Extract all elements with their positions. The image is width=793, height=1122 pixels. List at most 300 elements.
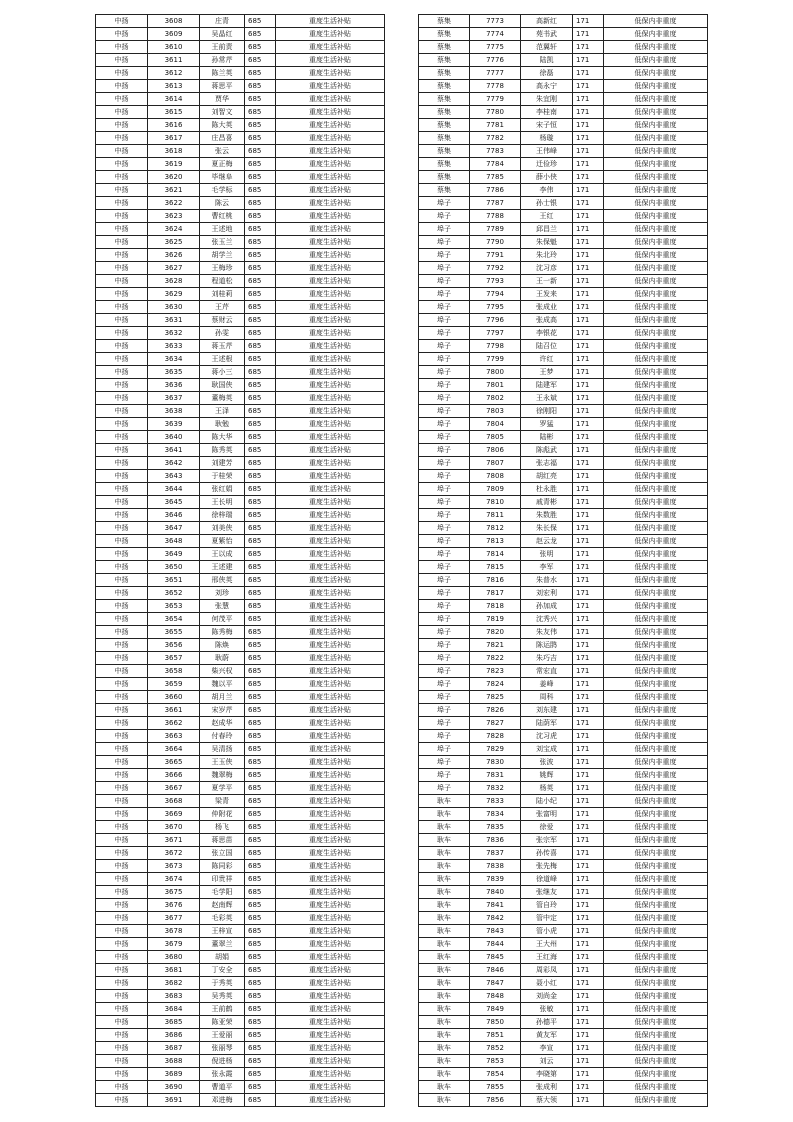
amount-cell: 171 [573, 314, 604, 327]
category-cell: 低保内非重度 [604, 574, 708, 587]
name-cell: 王前责 [200, 41, 245, 54]
serial-number-cell: 3644 [148, 483, 200, 496]
amount-cell: 171 [573, 782, 604, 795]
name-cell: 张明 [521, 548, 573, 561]
name-cell: 董翠兰 [200, 938, 245, 951]
name-cell: 陆召位 [521, 340, 573, 353]
right-table [418, 14, 708, 1107]
name-cell: 戚青彬 [521, 496, 573, 509]
category-cell: 低保内非重度 [604, 236, 708, 249]
amount-cell: 685 [245, 405, 276, 418]
category-cell: 低保内非重度 [604, 483, 708, 496]
category-cell: 低保内非重度 [604, 795, 708, 808]
township-cell: 中扬 [96, 834, 148, 847]
name-cell: 沈习虎 [521, 730, 573, 743]
serial-number-cell: 3627 [148, 262, 200, 275]
category-cell: 低保内非重度 [604, 964, 708, 977]
serial-number-cell: 7849 [470, 1003, 521, 1016]
table-row [96, 964, 385, 977]
category-cell: 低保内非重度 [604, 509, 708, 522]
table-row [96, 379, 385, 392]
serial-number-cell: 7799 [470, 353, 521, 366]
serial-number-cell: 3648 [148, 535, 200, 548]
category-cell: 重度生活补贴 [276, 418, 385, 431]
amount-cell: 171 [573, 496, 604, 509]
category-cell: 重度生活补贴 [276, 782, 385, 795]
table-row [96, 873, 385, 886]
township-cell: 埠子 [419, 574, 470, 587]
township-cell: 中扬 [96, 457, 148, 470]
name-cell: 张丽琴 [200, 1042, 245, 1055]
name-cell: 刘云 [521, 1055, 573, 1068]
category-cell: 重度生活补贴 [276, 405, 385, 418]
serial-number-cell: 3618 [148, 145, 200, 158]
township-cell: 中扬 [96, 314, 148, 327]
township-cell: 蔡集 [419, 54, 470, 67]
name-cell: 范翼轩 [521, 41, 573, 54]
category-cell: 低保内非重度 [604, 262, 708, 275]
township-cell: 中扬 [96, 964, 148, 977]
amount-cell: 171 [573, 600, 604, 613]
township-cell: 中扬 [96, 1094, 148, 1107]
township-cell: 耿车 [419, 1055, 470, 1068]
table-row [96, 158, 385, 171]
amount-cell: 685 [245, 210, 276, 223]
category-cell: 低保内非重度 [604, 1081, 708, 1094]
table-row [419, 418, 708, 431]
serial-number-cell: 3666 [148, 769, 200, 782]
name-cell: 刘宝成 [521, 743, 573, 756]
amount-cell: 685 [245, 925, 276, 938]
amount-cell: 685 [245, 600, 276, 613]
township-cell: 蔡集 [419, 119, 470, 132]
name-cell: 张玉兰 [200, 236, 245, 249]
serial-number-cell: 7779 [470, 93, 521, 106]
amount-cell: 685 [245, 977, 276, 990]
category-cell: 低保内非重度 [604, 145, 708, 158]
name-cell: 胡月兰 [200, 691, 245, 704]
category-cell: 重度生活补贴 [276, 587, 385, 600]
serial-number-cell: 3638 [148, 405, 200, 418]
category-cell: 重度生活补贴 [276, 834, 385, 847]
table-row [96, 756, 385, 769]
category-cell: 低保内非重度 [604, 925, 708, 938]
table-row [96, 119, 385, 132]
name-cell: 陆建军 [521, 379, 573, 392]
table-row [419, 392, 708, 405]
table-row [419, 483, 708, 496]
category-cell: 重度生活补贴 [276, 262, 385, 275]
table-row [419, 444, 708, 457]
township-cell: 埠子 [419, 288, 470, 301]
amount-cell: 685 [245, 262, 276, 275]
category-cell: 重度生活补贴 [276, 860, 385, 873]
amount-cell: 685 [245, 665, 276, 678]
serial-number-cell: 3609 [148, 28, 200, 41]
name-cell: 李伟 [521, 184, 573, 197]
serial-number-cell: 7810 [470, 496, 521, 509]
township-cell: 中扬 [96, 28, 148, 41]
township-cell: 中扬 [96, 678, 148, 691]
name-cell: 张继友 [521, 886, 573, 899]
name-cell: 付春玲 [200, 730, 245, 743]
category-cell: 重度生活补贴 [276, 756, 385, 769]
name-cell: 徐道峰 [521, 873, 573, 886]
serial-number-cell: 7808 [470, 470, 521, 483]
name-cell: 邱昌兰 [521, 223, 573, 236]
township-cell: 埠子 [419, 652, 470, 665]
serial-number-cell: 3640 [148, 431, 200, 444]
serial-number-cell: 7822 [470, 652, 521, 665]
township-cell: 中扬 [96, 665, 148, 678]
table-row [96, 782, 385, 795]
category-cell: 低保内非重度 [604, 899, 708, 912]
serial-number-cell: 3634 [148, 353, 200, 366]
township-cell: 中扬 [96, 808, 148, 821]
category-cell: 低保内非重度 [604, 782, 708, 795]
name-cell: 薛小侠 [521, 171, 573, 184]
serial-number-cell: 7843 [470, 925, 521, 938]
township-cell: 中扬 [96, 548, 148, 561]
serial-number-cell: 7813 [470, 535, 521, 548]
category-cell: 重度生活补贴 [276, 496, 385, 509]
amount-cell: 685 [245, 743, 276, 756]
amount-cell: 685 [245, 678, 276, 691]
serial-number-cell: 7818 [470, 600, 521, 613]
category-cell: 低保内非重度 [604, 405, 708, 418]
right-table-body [419, 15, 708, 1107]
township-cell: 埠子 [419, 561, 470, 574]
table-row [96, 652, 385, 665]
category-cell: 重度生活补贴 [276, 444, 385, 457]
serial-number-cell: 3687 [148, 1042, 200, 1055]
township-cell: 中扬 [96, 951, 148, 964]
serial-number-cell: 7804 [470, 418, 521, 431]
name-cell: 胡学兰 [200, 249, 245, 262]
amount-cell: 685 [245, 886, 276, 899]
table-row [419, 899, 708, 912]
name-cell: 蒋思平 [200, 80, 245, 93]
category-cell: 低保内非重度 [604, 860, 708, 873]
amount-cell: 685 [245, 509, 276, 522]
amount-cell: 171 [573, 249, 604, 262]
name-cell: 胡红亮 [521, 470, 573, 483]
amount-cell: 171 [573, 626, 604, 639]
amount-cell: 171 [573, 808, 604, 821]
serial-number-cell: 3635 [148, 366, 200, 379]
amount-cell: 685 [245, 457, 276, 470]
amount-cell: 171 [573, 288, 604, 301]
township-cell: 中扬 [96, 613, 148, 626]
amount-cell: 171 [573, 54, 604, 67]
serial-number-cell: 3628 [148, 275, 200, 288]
name-cell: 张永霞 [200, 1068, 245, 1081]
serial-number-cell: 3651 [148, 574, 200, 587]
amount-cell: 685 [245, 1003, 276, 1016]
township-cell: 中扬 [96, 873, 148, 886]
township-cell: 中扬 [96, 327, 148, 340]
table-row [96, 28, 385, 41]
table-row [96, 626, 385, 639]
township-cell: 中扬 [96, 106, 148, 119]
serial-number-cell: 7841 [470, 899, 521, 912]
township-cell: 埠子 [419, 600, 470, 613]
amount-cell: 171 [573, 67, 604, 80]
amount-cell: 171 [573, 977, 604, 990]
table-row [419, 262, 708, 275]
name-cell: 徐爱 [521, 821, 573, 834]
amount-cell: 171 [573, 223, 604, 236]
table-row [419, 561, 708, 574]
category-cell: 低保内非重度 [604, 522, 708, 535]
amount-cell: 685 [245, 483, 276, 496]
serial-number-cell: 7797 [470, 327, 521, 340]
township-cell: 中扬 [96, 743, 148, 756]
amount-cell: 685 [245, 1081, 276, 1094]
serial-number-cell: 3678 [148, 925, 200, 938]
township-cell: 埠子 [419, 353, 470, 366]
name-cell: 李宣 [521, 1042, 573, 1055]
category-cell: 低保内非重度 [604, 678, 708, 691]
amount-cell: 685 [245, 67, 276, 80]
category-cell: 重度生活补贴 [276, 509, 385, 522]
category-cell: 重度生活补贴 [276, 301, 385, 314]
name-cell: 管自玲 [521, 899, 573, 912]
township-cell: 中扬 [96, 405, 148, 418]
category-cell: 低保内非重度 [604, 1003, 708, 1016]
name-cell: 曹道平 [200, 1081, 245, 1094]
township-cell: 中扬 [96, 210, 148, 223]
table-row [419, 769, 708, 782]
category-cell: 低保内非重度 [604, 275, 708, 288]
table-row [96, 821, 385, 834]
serial-number-cell: 3667 [148, 782, 200, 795]
name-cell: 陈秀梅 [200, 626, 245, 639]
name-cell: 刘桂莉 [200, 288, 245, 301]
name-cell: 陆荫军 [521, 717, 573, 730]
table-row [96, 67, 385, 80]
serial-number-cell: 3690 [148, 1081, 200, 1094]
table-row [419, 93, 708, 106]
amount-cell: 171 [573, 80, 604, 93]
name-cell: 夏紫怡 [200, 535, 245, 548]
name-cell: 陈运鹍 [521, 639, 573, 652]
serial-number-cell: 3672 [148, 847, 200, 860]
table-row [419, 548, 708, 561]
name-cell: 陈亚荣 [200, 1016, 245, 1029]
serial-number-cell: 3683 [148, 990, 200, 1003]
category-cell: 低保内非重度 [604, 340, 708, 353]
category-cell: 重度生活补贴 [276, 41, 385, 54]
amount-cell: 171 [573, 1003, 604, 1016]
serial-number-cell: 7784 [470, 158, 521, 171]
name-cell: 毛彩英 [200, 912, 245, 925]
serial-number-cell: 3623 [148, 210, 200, 223]
serial-number-cell: 7811 [470, 509, 521, 522]
table-row [419, 327, 708, 340]
name-cell: 王以成 [200, 548, 245, 561]
township-cell: 埠子 [419, 483, 470, 496]
serial-number-cell: 3652 [148, 587, 200, 600]
category-cell: 低保内非重度 [604, 158, 708, 171]
township-cell: 中扬 [96, 340, 148, 353]
amount-cell: 685 [245, 535, 276, 548]
amount-cell: 171 [573, 535, 604, 548]
amount-cell: 685 [245, 1029, 276, 1042]
township-cell: 耿车 [419, 847, 470, 860]
table-row [419, 496, 708, 509]
amount-cell: 171 [573, 821, 604, 834]
table-row [96, 184, 385, 197]
amount-cell: 171 [573, 470, 604, 483]
table-row [96, 691, 385, 704]
category-cell: 低保内非重度 [604, 223, 708, 236]
amount-cell: 171 [573, 990, 604, 1003]
name-cell: 夏学平 [200, 782, 245, 795]
amount-cell: 171 [573, 522, 604, 535]
serial-number-cell: 7793 [470, 275, 521, 288]
category-cell: 低保内非重度 [604, 717, 708, 730]
name-cell: 王述建 [200, 561, 245, 574]
serial-number-cell: 7836 [470, 834, 521, 847]
name-cell: 刘珍 [200, 587, 245, 600]
name-cell: 张敏 [521, 1003, 573, 1016]
amount-cell: 685 [245, 873, 276, 886]
township-cell: 埠子 [419, 691, 470, 704]
category-cell: 低保内非重度 [604, 353, 708, 366]
serial-number-cell: 7816 [470, 574, 521, 587]
category-cell: 低保内非重度 [604, 93, 708, 106]
serial-number-cell: 7807 [470, 457, 521, 470]
township-cell: 埠子 [419, 431, 470, 444]
serial-number-cell: 3680 [148, 951, 200, 964]
serial-number-cell: 7814 [470, 548, 521, 561]
amount-cell: 171 [573, 392, 604, 405]
name-cell: 贾华 [200, 93, 245, 106]
name-cell: 王一新 [521, 275, 573, 288]
township-cell: 耿车 [419, 886, 470, 899]
name-cell: 沈秀兴 [521, 613, 573, 626]
name-cell: 杨英 [521, 782, 573, 795]
amount-cell: 171 [573, 548, 604, 561]
amount-cell: 171 [573, 327, 604, 340]
serial-number-cell: 3663 [148, 730, 200, 743]
table-row [419, 431, 708, 444]
category-cell: 低保内非重度 [604, 41, 708, 54]
serial-number-cell: 7831 [470, 769, 521, 782]
table-row [96, 41, 385, 54]
name-cell: 耿国侠 [200, 379, 245, 392]
township-cell: 中扬 [96, 977, 148, 990]
table-row [419, 171, 708, 184]
category-cell: 低保内非重度 [604, 301, 708, 314]
amount-cell: 171 [573, 717, 604, 730]
amount-cell: 171 [573, 1055, 604, 1068]
amount-cell: 171 [573, 678, 604, 691]
amount-cell: 685 [245, 613, 276, 626]
amount-cell: 171 [573, 431, 604, 444]
amount-cell: 171 [573, 418, 604, 431]
amount-cell: 171 [573, 925, 604, 938]
amount-cell: 685 [245, 782, 276, 795]
township-cell: 蔡集 [419, 145, 470, 158]
amount-cell: 685 [245, 964, 276, 977]
township-cell: 中扬 [96, 769, 148, 782]
serial-number-cell: 3629 [148, 288, 200, 301]
township-cell: 中扬 [96, 587, 148, 600]
category-cell: 重度生活补贴 [276, 678, 385, 691]
amount-cell: 685 [245, 847, 276, 860]
township-cell: 中扬 [96, 561, 148, 574]
category-cell: 重度生活补贴 [276, 795, 385, 808]
table-row [96, 353, 385, 366]
table-row [96, 522, 385, 535]
category-cell: 低保内非重度 [604, 184, 708, 197]
name-cell: 宋子恒 [521, 119, 573, 132]
serial-number-cell: 7787 [470, 197, 521, 210]
amount-cell: 171 [573, 860, 604, 873]
name-cell: 张波 [521, 756, 573, 769]
serial-number-cell: 7800 [470, 366, 521, 379]
amount-cell: 171 [573, 119, 604, 132]
category-cell: 低保内非重度 [604, 1016, 708, 1029]
amount-cell: 171 [573, 743, 604, 756]
name-cell: 王述地 [200, 223, 245, 236]
amount-cell: 685 [245, 899, 276, 912]
serial-number-cell: 7856 [470, 1094, 521, 1107]
township-cell: 中扬 [96, 470, 148, 483]
category-cell: 低保内非重度 [604, 639, 708, 652]
table-row [419, 756, 708, 769]
table-row [419, 951, 708, 964]
table-row [419, 54, 708, 67]
table-row [96, 561, 385, 574]
category-cell: 重度生活补贴 [276, 28, 385, 41]
township-cell: 耿车 [419, 912, 470, 925]
amount-cell: 171 [573, 652, 604, 665]
category-cell: 重度生活补贴 [276, 639, 385, 652]
table-row [96, 886, 385, 899]
category-cell: 低保内非重度 [604, 756, 708, 769]
amount-cell: 685 [245, 314, 276, 327]
township-cell: 中扬 [96, 67, 148, 80]
table-row [96, 301, 385, 314]
serial-number-cell: 7828 [470, 730, 521, 743]
serial-number-cell: 7782 [470, 132, 521, 145]
serial-number-cell: 3689 [148, 1068, 200, 1081]
category-cell: 低保内非重度 [604, 1042, 708, 1055]
serial-number-cell: 7819 [470, 613, 521, 626]
table-row [419, 1016, 708, 1029]
category-cell: 重度生活补贴 [276, 925, 385, 938]
amount-cell: 171 [573, 197, 604, 210]
category-cell: 重度生活补贴 [276, 80, 385, 93]
serial-number-cell: 7796 [470, 314, 521, 327]
township-cell: 埠子 [419, 782, 470, 795]
serial-number-cell: 3608 [148, 15, 200, 28]
amount-cell: 685 [245, 15, 276, 28]
table-row [419, 314, 708, 327]
township-cell: 中扬 [96, 652, 148, 665]
amount-cell: 685 [245, 119, 276, 132]
name-cell: 张成高 [521, 314, 573, 327]
category-cell: 低保内非重度 [604, 496, 708, 509]
category-cell: 重度生活补贴 [276, 626, 385, 639]
table-row [419, 639, 708, 652]
category-cell: 低保内非重度 [604, 327, 708, 340]
township-cell: 耿车 [419, 925, 470, 938]
amount-cell: 685 [245, 171, 276, 184]
